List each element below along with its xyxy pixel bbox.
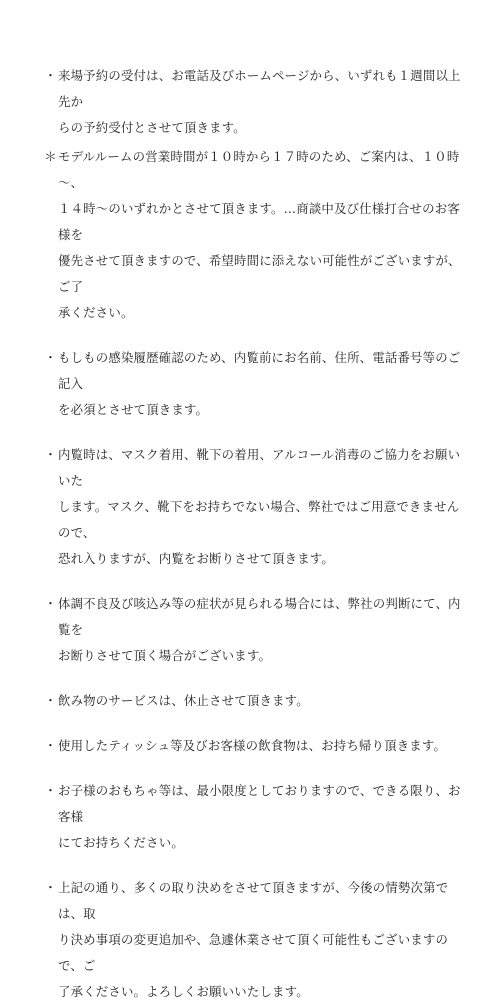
notice-item-drinks <box>43 688 464 714</box>
bullet-marker: ・ <box>44 447 57 462</box>
bullet-marker: ・ <box>44 596 57 611</box>
notice-text: モデルルームの営業時間が１０時から１７時のため、ご案内は、１０時～、 １４時～のいずれかとさせて頂きます。…商談中及び仕様打合せのお客様を 優先させて頂きますので、希望時間に添えない可能性がございますが、ご了 承ください。 <box>58 149 461 320</box>
bullet-marker: ・ <box>44 783 57 798</box>
notice-item-reservation <box>43 63 464 141</box>
notice-text: 使用したティッシュ等及びお客様の飲食物は、お持ち帰り頂きます。 <box>58 738 447 753</box>
notice-item-toys <box>43 778 464 856</box>
notice-item-tissues <box>43 733 464 759</box>
notice-text: 飲み物のサービスは、休止させて頂きます。 <box>58 693 309 708</box>
notice-item-mask-socks <box>43 442 464 572</box>
asterisk-marker: ＊ <box>44 149 57 164</box>
bullet-marker: ・ <box>44 880 57 895</box>
notice-item-contact-record <box>43 345 464 423</box>
notice-text: 上記の通り、多くの取り決めをさせて頂きますが、今後の情勢次第では、取 り決め事項の変更追加や、急遽休業させて頂く可能性もございますので、ご 了承ください。よろしくお願いいたします。 <box>58 880 449 999</box>
notice-text: 内覧時は、マスク着用、靴下の着用、アルコール消毒のご協力をお願いいた します。マスク、靴下をお持ちでない場合、弊社ではご用意できませんので、 恐れ入りますが、内覧をお断りさせて頂きます。 <box>58 447 461 566</box>
bullet-marker: ・ <box>44 693 57 708</box>
notice-item-symptoms <box>43 591 464 669</box>
bullet-marker: ・ <box>44 738 57 753</box>
bullet-marker: ・ <box>44 68 57 83</box>
notice-text: 体調不良及び咳込み等の症状が見られる場合には、弊社の判断にて、内覧を お断りさせて頂く場合がございます。 <box>58 596 461 663</box>
notice-text: 来場予約の受付は、お電話及びホームページから、いずれも１週間以上先か らの予約受付とさせて頂きます。 <box>58 68 461 135</box>
notice-item-business-hours <box>43 144 464 326</box>
notice-text: お子様のおもちゃ等は、最小限度としておりますので、できる限り、お客様 にてお持ちください。 <box>58 783 461 850</box>
notice-item-closing <box>43 875 464 1005</box>
notice-text: もしもの感染履歴確認のため、内覧前にお名前、住所、電話番号等のご記入 を必須とさせて頂きます。 <box>58 350 461 417</box>
bullet-marker: ・ <box>44 350 57 365</box>
